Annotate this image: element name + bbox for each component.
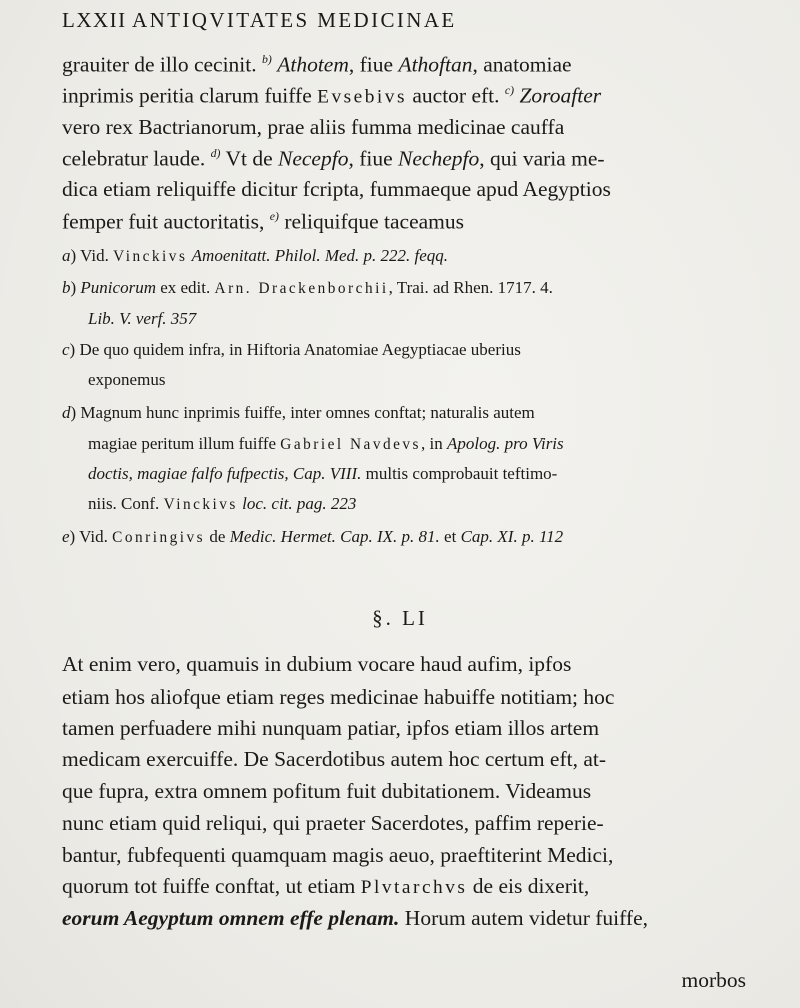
footnote-line	[88, 494, 356, 520]
text-run: ex edit.	[155, 278, 215, 297]
text-run: , anatomiae	[472, 52, 572, 77]
text-run: , qui varia me-	[479, 146, 605, 171]
text-run: ) Vid.	[69, 527, 113, 546]
text-run: Plvtarchvs	[360, 877, 468, 898]
footnote-line	[88, 370, 165, 396]
text-run: Medic. Hermet. Cap. IX. p. 81.	[229, 527, 440, 546]
text-run: doctis, magiae falfo fufpectis, Cap. VIII.	[88, 464, 362, 483]
main-text-line	[62, 177, 611, 207]
main-text-line	[62, 52, 572, 82]
text-run: Vt de	[220, 146, 278, 171]
text-run: Gabriel Navdevs	[280, 436, 422, 453]
footnote-line	[62, 527, 563, 553]
text-run: c	[62, 340, 70, 359]
text-run: de	[205, 527, 230, 546]
text-run: grauiter de illo cecinit.	[62, 52, 262, 77]
running-header	[62, 4, 760, 34]
text-run: Nechepfo	[398, 146, 480, 171]
text-run: Athotem	[277, 52, 349, 77]
footnote-line	[88, 309, 196, 335]
text-run: Necepfo	[278, 146, 349, 171]
text-run: Arn. Drackenborchii	[214, 280, 389, 297]
text-run: dica etiam reliquiffe dicitur fcripta, fummaeque apud Aegyptios	[62, 177, 611, 201]
text-run: Apolog. pro Viris	[447, 434, 564, 453]
text-run: e	[62, 527, 70, 546]
text-run: Punicorum	[80, 278, 156, 297]
text-run: Zoroafter	[519, 83, 602, 108]
running-title: ANTIQVITATES MEDICINAE	[132, 8, 457, 32]
text-run: At enim vero, quamuis in dubium vocare haud aufim, ipfos	[62, 652, 572, 676]
text-run: inprimis peritia clarum fuiffe	[62, 83, 318, 108]
main-text-line	[62, 779, 591, 809]
text-run: , Trai. ad Rhen. 1717. 4.	[388, 278, 553, 297]
text-run: a	[62, 246, 71, 265]
text-run: vero rex Bactrianorum, prae aliis fumma medicinae cauffa	[62, 115, 565, 139]
text-run: Amoenitatt. Philol. Med. p. 222. feqq.	[191, 246, 449, 265]
main-text-line	[62, 685, 614, 715]
text-run: Vinckivs	[113, 248, 188, 265]
text-run: eorum Aegyptum omnem effe plenam.	[62, 906, 400, 930]
text-run: etiam hos aliofque etiam reges medicinae habuiffe notitiam; hoc	[62, 685, 615, 709]
text-run: et	[439, 527, 461, 546]
main-text-line	[62, 874, 589, 904]
text-run: ) De quo quidem infra, in Hiftoria Anatomiae Aegyptiacae uberius	[69, 340, 521, 359]
text-run: ) Magnum hunc inprimis fuiffe, inter omnes conftat; naturalis autem	[70, 403, 535, 422]
main-text-line	[62, 83, 601, 113]
footnote-line	[62, 246, 448, 272]
text-run: Cap. XI. p. 112	[460, 527, 564, 546]
text-run: Vinckivs	[163, 496, 238, 513]
main-text-line	[62, 652, 571, 682]
footnote-line	[88, 434, 564, 460]
text-run: tamen perfuadere mihi nunquam patiar, ipfos etiam illos artem	[62, 716, 600, 740]
text-run: niis. Conf.	[88, 494, 164, 513]
text-run: Lib. V. verf. 357	[88, 309, 197, 328]
section-heading: §. LI	[372, 606, 428, 630]
text-run: Evsebivs	[317, 86, 407, 108]
text-run: b)	[262, 52, 272, 66]
text-run: b	[62, 278, 71, 297]
text-run: , fiue	[348, 146, 399, 171]
footnote-line	[62, 403, 535, 429]
text-run: )	[70, 278, 81, 297]
text-run: auctor eft.	[407, 83, 505, 108]
catchword: morbos	[681, 968, 746, 992]
text-run: exponemus	[88, 370, 166, 389]
text-run: magiae peritum illum fuiffe	[88, 434, 281, 453]
text-run: reliquifque taceamus	[278, 209, 465, 234]
text-run: bantur, fubfequenti quamquam magis aeuo, praeftiterint Medici,	[62, 843, 614, 867]
text-run: femper fuit auctoritatis,	[62, 209, 270, 234]
footnote-line	[88, 464, 557, 490]
text-run: Conringivs	[112, 529, 206, 546]
text-run: quorum tot fuiffe conftat, ut etiam	[62, 874, 361, 898]
main-text-line	[62, 843, 613, 873]
main-text-line	[62, 209, 464, 239]
text-run: multis comprobauit teftimo-	[361, 464, 558, 483]
text-run: de eis dixerit,	[467, 874, 590, 898]
text-run: Athoftan	[398, 52, 473, 77]
footnote-line	[62, 340, 521, 366]
main-text-line	[62, 716, 599, 746]
text-run: , fiue	[348, 52, 399, 77]
text-run: Horum autem videtur fuiffe,	[399, 906, 648, 930]
main-text-line	[62, 115, 564, 145]
text-run: nunc etiam quid reliqui, qui praeter Sacerdotes, paffim reperie-	[62, 811, 604, 835]
text-run: ) Vid.	[70, 246, 114, 265]
text-run: d)	[210, 146, 221, 160]
text-run: que fupra, extra omnem pofitum fuit dubitationem. Videamus	[62, 779, 592, 803]
text-run: , in	[421, 434, 447, 453]
main-text-line	[62, 811, 604, 841]
text-run: d	[62, 403, 71, 422]
footnote-line	[62, 278, 553, 304]
text-run: medicam exercuiffe. De Sacerdotibus autem hoc certum eft, at-	[62, 747, 607, 771]
main-text-line	[62, 906, 648, 936]
text-run: e)	[269, 209, 279, 223]
page-number: LXXII	[62, 8, 127, 32]
text-run: loc. cit. pag. 223	[242, 494, 357, 513]
main-text-line	[62, 747, 606, 777]
main-text-line	[62, 146, 605, 176]
text-run: celebratur laude.	[62, 146, 211, 171]
text-run: c)	[504, 83, 515, 97]
